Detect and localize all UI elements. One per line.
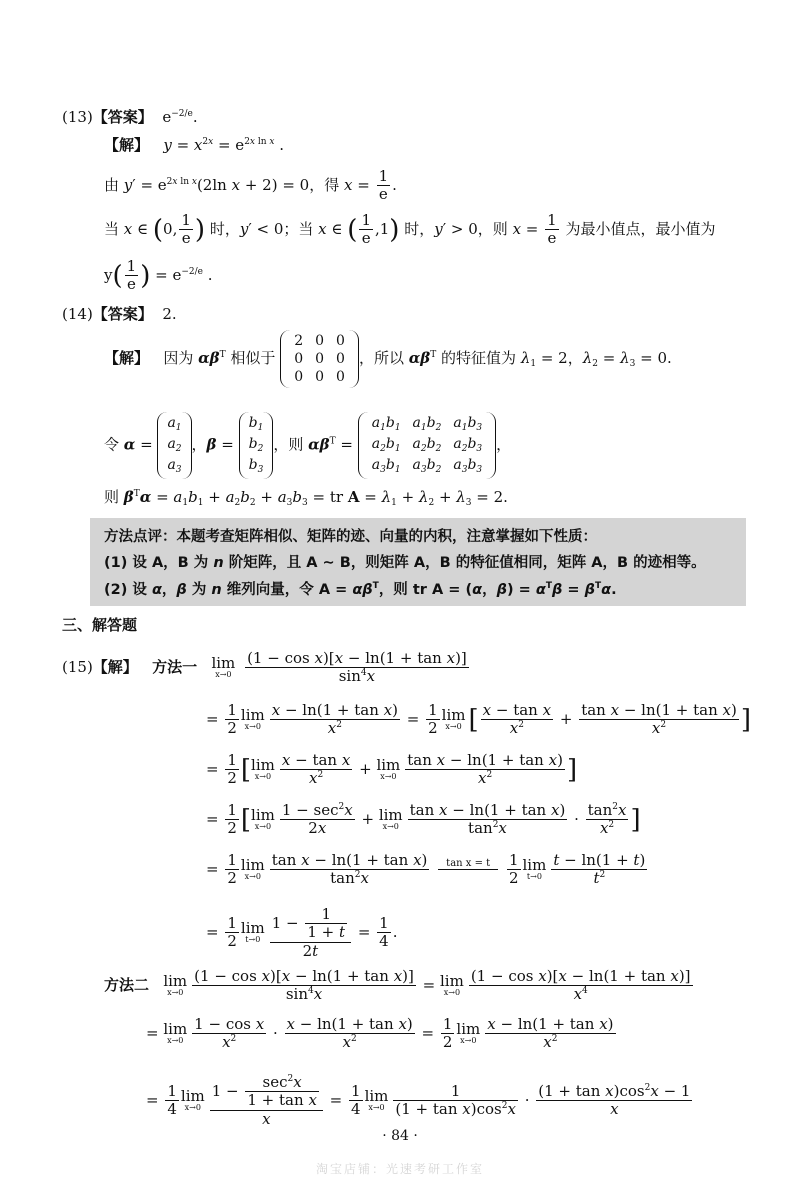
method1-label: 方法一: [152, 657, 198, 676]
q15-method2-line1: 方法二 lim x→0 $\frac{\text{(1 − cos x)[x − ln(1 + tan x)]}}{\sin^4x}$ = lim x→0 $\frac{\text{(1 − cos x)[x − ln(1 + tan x)]}}{x^4}$: [104, 967, 691, 1004]
q14-number: (14): [62, 305, 93, 323]
q13-solution-tag: 【解】: [104, 136, 150, 154]
page-number: · 84 ·: [382, 1128, 418, 1144]
note-line3: (2) 设 α，β 为 n 维列向量，令 $A = \alpha\beta^T$，则 tr A = (α，$\beta) = \alpha^T\beta = \beta^T\alpha$.: [104, 581, 617, 598]
q14-solution-tag: 【解】: [104, 349, 150, 367]
q14-solution-line2: 令 α = $a_1$ $a_2$ $a_3$ ，β = $b_1$ $b_2$ $b_3$ ，则 $\alpha\beta^T$ = $a_1b_1$ $a_1b_2$ $a_1b_3$ $a_2b_1$ $a_2b_2$ $a_2b_3$ $a_3b_1$ $a_3b_2$ $a_3b_3$ ，: [104, 412, 511, 479]
method-note-box: [90, 518, 746, 606]
q15-line2: = $\frac{1}{2}$ lim x→0 $\frac{\text{x − ln(1 + tan x)}}{x^2}$ = $\frac{1}{2}$ lim x→0 [ $\frac{\text{x − tan x}}{x^2}$ + $\frac{\text{tan x − ln(1 + tan x)}}{x^2}$ ]: [206, 701, 752, 738]
q13-solution-line1: 【解】 $y = x^{2x} = e^{2x ln x}$ .: [104, 136, 285, 154]
q14-answer: 2.: [162, 305, 177, 323]
method2-label: 方法二: [104, 975, 150, 994]
section-heading: 三、解答题: [62, 616, 138, 634]
q13-answer-tag: 【答案】: [92, 108, 153, 126]
q13-solution-line4: y( $\frac{1}{e}$ ) = $e^{-2/e}$ .: [104, 257, 213, 294]
q13-solution-line2: 由 $y' = e^{2x ln x}(2\ln$ x + 2) = 0，得 x = $\frac{1}{e}$ .: [104, 167, 397, 204]
q15-method2-line2: = lim x→0 $\frac{\text{1 − cos x}}{x^2}$ · $\frac{\text{x − ln(1 + tan x)}}{x^2}$ = $\frac{1}{2}$ lim x→0 $\frac{\text{x − ln(1 + tan x)}}{x^2}$: [146, 1015, 614, 1052]
similar-matrix: 2 0 0 0 0 0 0 0 0: [280, 330, 359, 388]
q15-line1: (15)【解】 方法一 lim x→0 $\frac{\text{(1 − cos x)[x − ln(1 + tan x)]}}{\sin^4x}$: [62, 649, 467, 686]
q15-method2-line3: = $\frac{1}{4}$ lim x→0 1 − $\frac{\sec^2x}{\text{1 + tan x}}$ x = $\frac{1}{4}$ lim x→0 $\frac{1}{(1 + \tan x)\cos^2x}$ · $\frac{(1 + \tan x)\cos^2x - 1}{x}$: [146, 1073, 691, 1128]
q13-answer-line: (13)【答案】 $e^{-2/e}$.: [62, 108, 198, 126]
q15-line4: = $\frac{1}{2}$ [lim x→0 $\frac{1 - \sec^2x}{2x}$ + lim x→0 $\frac{\text{tan x − ln(1 + tan x)}}{\tan^2x}$ · $\frac{\tan^2x}{x^2}$ ]: [206, 801, 641, 838]
q14-solution-line3: 则 $\beta^T\alpha = a_1b_1 + a_2b_2 + a_3b_3$ = tr $A = \lambda_1 + \lambda_2 + \lambda_3 = 2$.: [104, 488, 508, 508]
q15-line6: = $\frac{1}{2}$ lim t→0 1 − $\frac{1}{1 + t}$ 2t = $\frac{1}{4}$ .: [206, 905, 398, 960]
q14-answer-tag: 【答案】: [92, 305, 153, 323]
q15-line3: = $\frac{1}{2}$ [lim x→0 $\frac{\text{x − tan x}}{x^2}$ + lim x→0 $\frac{\text{tan x − ln(1 + tan x)}}{x^2}$ ]: [206, 751, 578, 788]
q13-number: (13): [62, 108, 93, 126]
watermark: 淘宝店铺：光速考研工作室: [315, 1162, 484, 1176]
note-line1: 方法点评：本题考查矩阵相似、矩阵的迹、向量的内积，注意掌握如下性质：: [104, 529, 597, 545]
q15-number: (15): [62, 657, 93, 676]
q13-answer: $e^{-2/e}$: [162, 108, 193, 126]
q15-line5: = $\frac{1}{2}$ lim x→0 $\frac{\text{tan x − ln(1 + tan x)}}{\tan^2x}$ tan x = t $\frac{1}{2}$ lim t→0 $\frac{t - \ln(1 + t)}{t^2}$: [206, 851, 646, 888]
q14-solution-line1: 【解】 因为 $\alpha\beta^T$ 相似于 2 0 0 0 0 0 0 0 0 ，所以 $\alpha\beta^T$ 的特征值为 $\lambda_1 = 2$，$\lambda_2 = \lambda_3 = 0$.: [104, 330, 672, 388]
q13-solution-line3: 当 x ∈ (0, $\frac{1}{e}$ ) 时，y′ < 0；当 x ∈ ( $\frac{1}{e}$ ,1) 时，y′ > 0，则 x = $\frac{1}{e}$ 为最小值点，最小值为: [104, 211, 716, 248]
note-line2: (1) 设 A，B 为 n 阶矩阵，且 A ∼ B，则矩阵 A，B 的特征值相同，矩阵 A，B 的迹相等。: [104, 555, 706, 571]
q14-answer-line: [62, 307, 177, 322]
